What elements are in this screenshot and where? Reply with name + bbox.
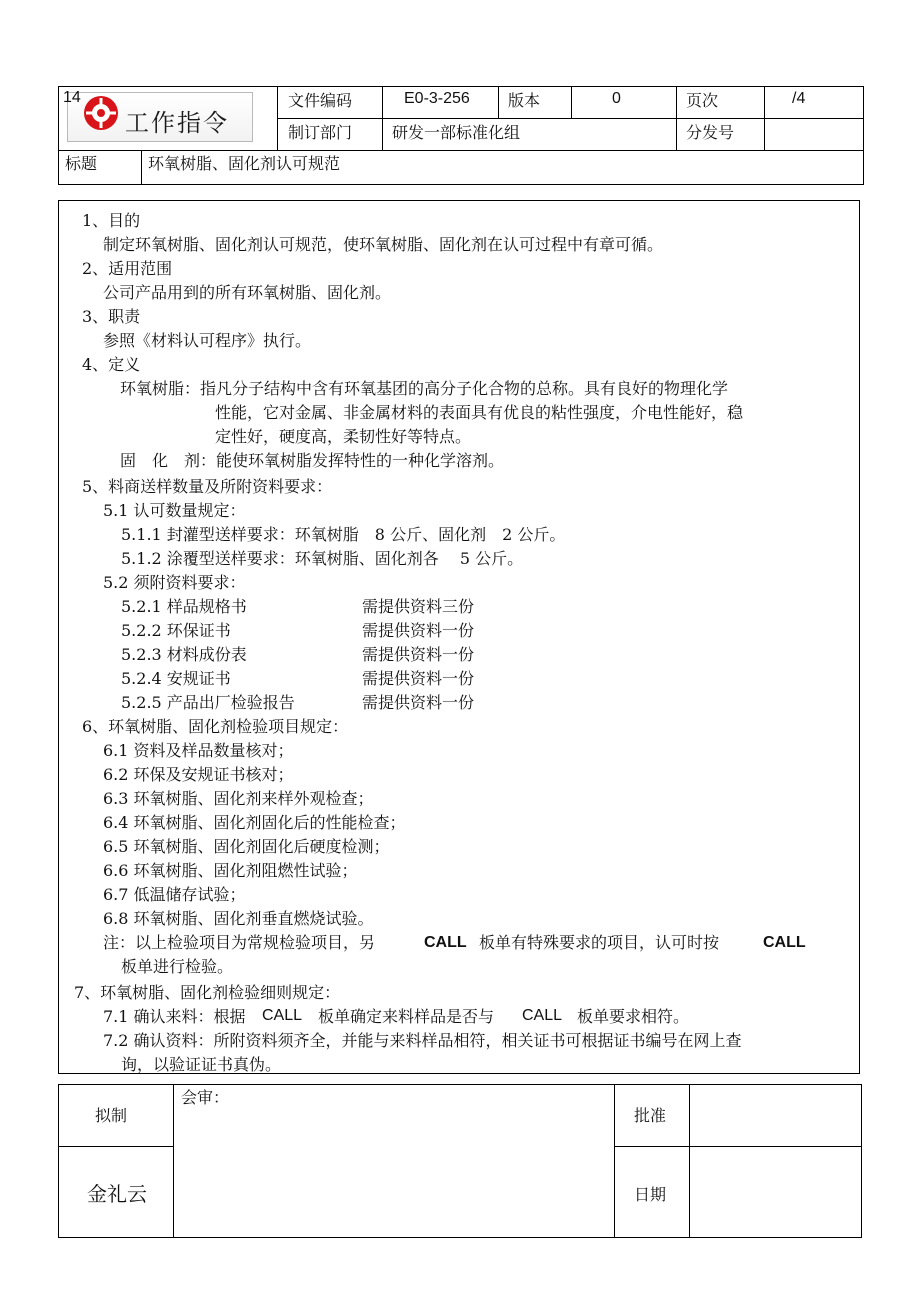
- inspection-item: 6.3 环氧树脂、固化剂来样外观检查；: [103, 789, 374, 808]
- section-5-1-2: 5.1.2 涂覆型送样要求：环氧树脂、固化剂各 5 公斤。: [121, 549, 524, 568]
- doc-item: 5.2.5 产品出厂检验报告: [121, 693, 295, 712]
- section-6-heading: 6、环氧树脂、固化剂检验项目规定：: [82, 717, 349, 736]
- header-col-divider: [571, 86, 572, 118]
- draft-label: 拟制: [95, 1106, 128, 1125]
- header-col-divider: [676, 86, 677, 150]
- inspection-item: 6.4 环氧树脂、固化剂固化后的性能检查；: [103, 813, 406, 832]
- version-value: 0: [612, 90, 621, 107]
- inspection-item: 6.7 低温储存试验；: [103, 885, 246, 904]
- inspection-item: 6.8 环氧树脂、固化剂垂直燃烧试验。: [103, 909, 374, 928]
- doc-item: 5.2.3 材料成份表: [121, 645, 247, 664]
- doc-item: 5.2.2 环保证书: [121, 621, 231, 640]
- footer-col-divider: [614, 1084, 615, 1238]
- section-1-text: 制定环氧树脂、固化剂认可规范，使环氧树脂、固化剂在认可过程中有章可循。: [103, 235, 664, 254]
- definition-epoxy-cont: 定性好，硬度高，柔韧性好等特点。: [215, 427, 472, 446]
- definition-epoxy-cont: 性能，它对金属、非金属材料的表面具有优良的粘性强度，介电性能好，稳: [215, 403, 744, 422]
- doc-code-label: 文件编码: [288, 91, 353, 110]
- signature-table: [58, 1084, 862, 1238]
- page-label: 页次: [686, 91, 719, 110]
- section-2-text: 公司产品用到的所有环氧树脂、固化剂。: [103, 283, 392, 302]
- page-number: 14: [63, 89, 81, 106]
- section-5-1-1: 5.1.1 封灌型送样要求：环氧树脂 8 公斤、固化剂 2 公斤。: [121, 525, 566, 544]
- doc-requirement: 需提供资料一份: [362, 621, 475, 640]
- inspection-item: 6.1 资料及样品数量核对；: [103, 741, 294, 760]
- header-col-divider: [141, 150, 142, 185]
- inspection-item: 6.6 环氧树脂、固化剂阻燃性试验；: [103, 861, 358, 880]
- note-text: 板单有特殊要求的项目，认可时按: [479, 933, 720, 952]
- dist-label: 分发号: [686, 123, 735, 142]
- section-7-1: 7.1 确认来料：根据: [103, 1007, 246, 1026]
- inspection-item: 6.2 环保及安规证书核对；: [103, 765, 294, 784]
- title-label: 标题: [65, 154, 98, 173]
- note-text: 注：以上检验项目为常规检验项目，另: [103, 933, 376, 952]
- footer-col-divider: [173, 1084, 174, 1238]
- drafter-name: 金礼云: [87, 1182, 147, 1206]
- footer-row-divider: [58, 1146, 173, 1147]
- doc-requirement: 需提供资料一份: [362, 645, 475, 664]
- header-col-divider: [764, 86, 765, 150]
- approve-label: 批准: [634, 1106, 667, 1125]
- section-7-1: 板单确定来料样品是否与: [318, 1007, 495, 1026]
- section-7-1: 板单要求相符。: [577, 1007, 690, 1026]
- header-col-divider: [498, 86, 499, 118]
- section-5-heading: 5、料商送样数量及所附资料要求：: [82, 477, 333, 496]
- logo-text: 工作指令: [125, 109, 229, 137]
- doc-requirement: 需提供资料三份: [362, 597, 475, 616]
- header-col-divider: [277, 86, 278, 150]
- section-5-2: 5.2 须附资料要求：: [103, 573, 246, 592]
- version-label: 版本: [508, 91, 541, 110]
- inspection-item: 6.5 环氧树脂、固化剂固化后硬度检测；: [103, 837, 390, 856]
- section-7-1-call: CALL: [262, 1007, 303, 1024]
- section-3-heading: 3、职责: [82, 307, 141, 326]
- definition-hardener: 固 化 剂：能使环氧树脂发挥特性的一种化学溶剂。: [120, 451, 505, 470]
- note-text-cont: 板单进行检验。: [121, 957, 234, 976]
- section-1-heading: 1、目的: [82, 211, 141, 230]
- note-call: CALL: [763, 934, 806, 951]
- date-label: 日期: [634, 1185, 667, 1204]
- section-7-heading: 7、环氧树脂、固化剂检验细则规定：: [74, 983, 341, 1002]
- section-7-1-call: CALL: [522, 1007, 563, 1024]
- header-row-divider: [277, 118, 864, 119]
- review-label: 会审：: [181, 1088, 230, 1107]
- doc-requirement: 需提供资料一份: [362, 669, 475, 688]
- doc-item: 5.2.1 样品规格书: [121, 597, 247, 616]
- section-3-text: 参照《材料认可程序》执行。: [103, 331, 312, 350]
- header-col-divider: [382, 86, 383, 150]
- header-title-divider: [58, 150, 864, 151]
- section-4-heading: 4、定义: [82, 355, 141, 374]
- definition-epoxy: 环氧树脂：指凡分子结构中含有环氧基团的高分子化合物的总称。具有良好的物理化学: [120, 379, 729, 398]
- note-call: CALL: [424, 934, 467, 951]
- section-2-heading: 2、适用范围: [82, 259, 173, 278]
- section-7-2-cont: 询，以验证证书真伪。: [121, 1055, 282, 1074]
- section-5-1: 5.1 认可数量规定：: [103, 501, 246, 520]
- page-value: /4: [792, 90, 806, 107]
- doc-item: 5.2.4 安规证书: [121, 669, 231, 688]
- doc-title: 环氧树脂、固化剂认可规范: [148, 154, 341, 173]
- company-logo-icon: [83, 95, 119, 131]
- section-7-2: 7.2 确认资料：所附资料须齐全，并能与来料样品相符，相关证书可根据证书编号在网上查: [103, 1031, 742, 1050]
- dept-value: 研发一部标准化组: [392, 123, 521, 142]
- doc-code: E0-3-256: [404, 90, 470, 107]
- footer-col-divider: [689, 1084, 690, 1238]
- doc-requirement: 需提供资料一份: [362, 693, 475, 712]
- footer-row-divider: [614, 1146, 862, 1147]
- dept-label: 制订部门: [288, 123, 353, 142]
